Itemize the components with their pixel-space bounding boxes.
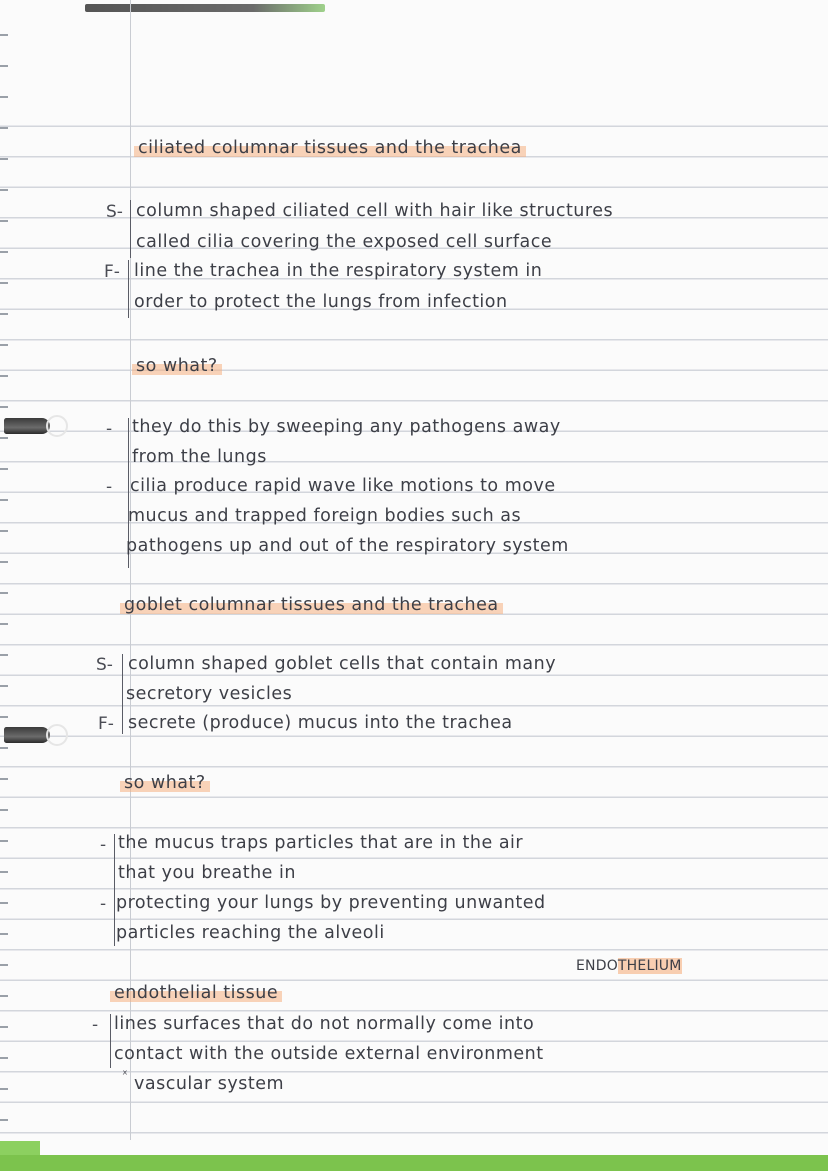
section-heading: endothelial tissue — [110, 983, 282, 1003]
note-line: mucus and trapped foreign bodies such as — [128, 506, 522, 526]
binder-ring-icon — [4, 418, 50, 434]
so-what-heading: so what? — [120, 773, 210, 793]
note-line: protecting your lungs by preventing unwanted — [116, 893, 546, 913]
note-line: particles reaching the alveoli — [116, 923, 385, 943]
bullet-marker: - — [100, 894, 107, 914]
structure-marker: S- — [106, 202, 123, 222]
note-line: secretory vesicles — [126, 684, 293, 704]
note-line: vascular system — [134, 1074, 285, 1094]
binder-ring-icon — [4, 727, 50, 743]
section-heading: goblet columnar tissues and the trachea — [120, 595, 503, 615]
section-heading: ciliated columnar tissues and the trachea — [134, 138, 526, 158]
function-marker: F- — [104, 262, 120, 282]
bracket-line — [128, 260, 129, 318]
so-what-heading: so what? — [132, 356, 222, 376]
function-marker: F- — [98, 714, 114, 734]
left-edge-ticks — [0, 0, 8, 1140]
bracket-line — [130, 200, 131, 258]
bullet-marker: - — [106, 419, 113, 439]
note-line: from the lungs — [132, 447, 267, 467]
note-line: lines surfaces that do not normally come into — [114, 1014, 535, 1034]
note-line: line the trachea in the respiratory system in — [134, 261, 543, 281]
note-line: the mucus traps particles that are in the air — [118, 833, 524, 853]
note-line: pathogens up and out of the respiratory system — [126, 536, 569, 556]
note-line: order to protect the lungs from infection — [134, 292, 508, 312]
sub-marker: ˣ — [122, 1068, 128, 1083]
structure-marker: S- — [96, 655, 113, 675]
bullet-marker: - — [100, 835, 107, 855]
bottom-cover-edge — [0, 1155, 828, 1171]
note-line: they do this by sweeping any pathogens away — [132, 417, 561, 437]
bracket-line — [110, 1014, 111, 1068]
note-line: secrete (produce) mucus into the trachea — [128, 713, 513, 733]
note-line: called cilia covering the exposed cell surface — [136, 232, 553, 252]
note-line: column shaped ciliated cell with hair like structures — [136, 201, 614, 221]
note-line: contact with the outside external environment — [114, 1044, 544, 1064]
note-line: column shaped goblet cells that contain many — [128, 654, 557, 674]
bullet-marker: - — [92, 1015, 99, 1035]
endothelium-label: ENDOTHELIUM — [576, 958, 682, 974]
note-line: cilia produce rapid wave like motions to move — [130, 476, 556, 496]
margin-line — [130, 0, 131, 1140]
bullet-marker: - — [106, 477, 113, 497]
top-binding-edge — [85, 4, 325, 12]
page-top-margin — [0, 0, 828, 120]
bracket-line — [122, 654, 123, 734]
note-line: that you breathe in — [118, 863, 296, 883]
